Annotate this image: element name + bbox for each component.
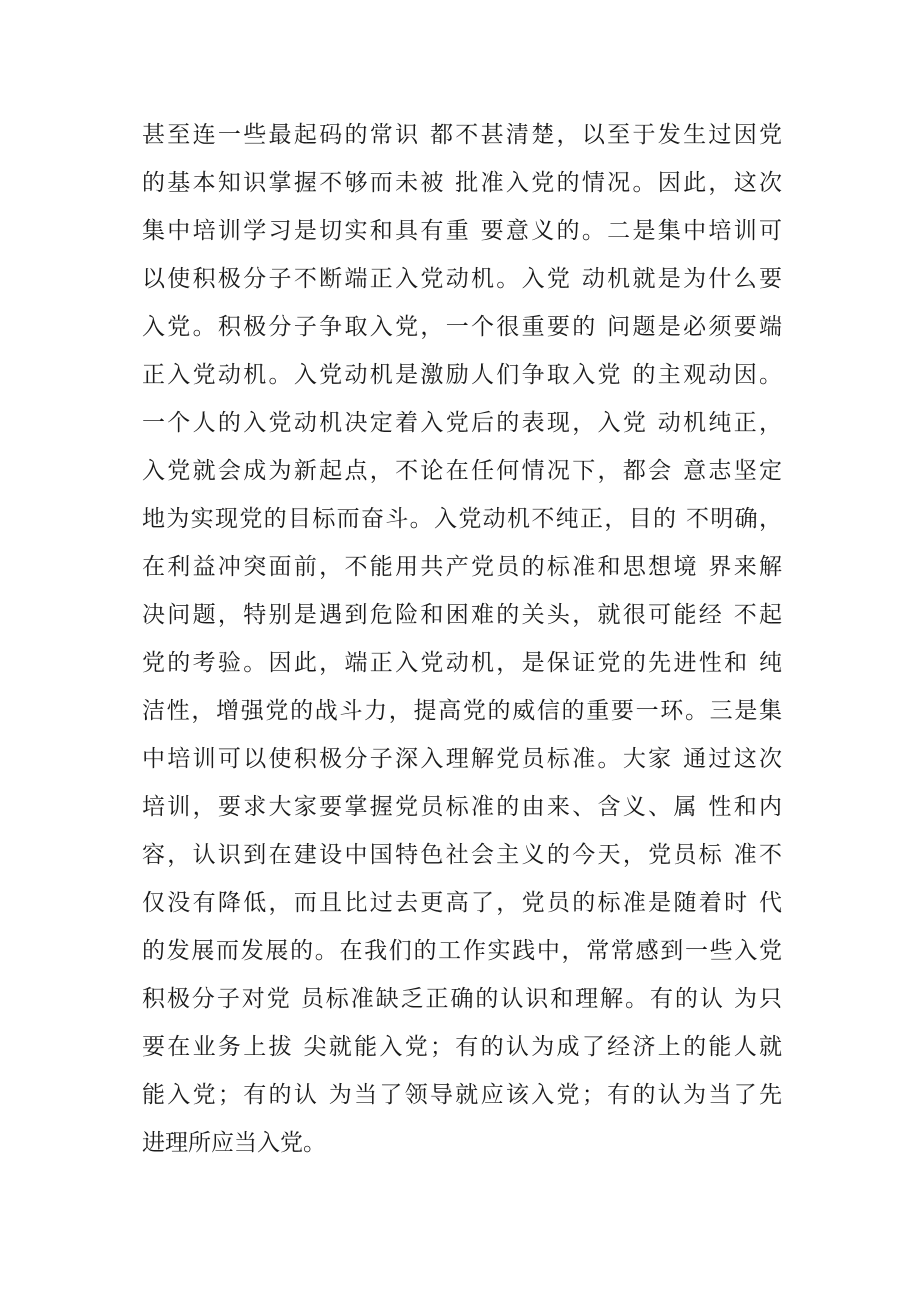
body-paragraph <box>142 111 782 1167</box>
text-line: 中培训可以使积极分子深入理解党员标准。大家 通过这次 <box>142 746 782 772</box>
text-line: 的发展而发展的。在我们的工作实践中，常常感到一些入党 <box>142 938 782 964</box>
text-line: 进理所应当入党。 <box>142 1130 326 1156</box>
text-line: 要在业务上拔 尖就能入党；有的认为成了经济上的能人就 <box>142 1034 782 1060</box>
text-line: 正入党动机。入党动机是激励人们争取入党 的主观动因。 <box>142 362 782 388</box>
text-line: 能入党；有的认 为当了领导就应该入党；有的认为当了先 <box>142 1082 782 1108</box>
text-line: 入党。积极分子争取入党，一个很重要的 问题是必须要端 <box>142 314 782 340</box>
text-line: 在利益冲突面前，不能用共产党员的标准和思想境 界来解 <box>142 554 782 580</box>
text-line: 培训，要求大家要掌握党员标准的由来、含义、属 性和内 <box>142 794 782 820</box>
text-line: 一个人的入党动机决定着入党后的表现，入党 动机纯正， <box>142 410 782 436</box>
text-line: 仅没有降低，而且比过去更高了，党员的标准是随着时 代 <box>142 890 782 916</box>
text-line: 集中培训学习是切实和具有重 要意义的。二是集中培训可 <box>142 218 782 244</box>
text-line: 容，认识到在建设中国特色社会主义的今天，党员标 准不 <box>142 842 782 868</box>
text-line: 入党就会成为新起点，不论在任何情况下，都会 意志坚定 <box>142 458 782 484</box>
text-line: 洁性，增强党的战斗力，提高党的威信的重要一环。三是集 <box>142 698 782 724</box>
text-line: 党的考验。因此，端正入党动机，是保证党的先进性和 纯 <box>142 650 782 676</box>
text-line: 甚至连一些最起码的常识 都不甚清楚，以至于发生过因党 <box>142 122 782 148</box>
text-line: 地为实现党的目标而奋斗。入党动机不纯正，目的 不明确， <box>142 506 782 532</box>
text-line: 决问题，特别是遇到危险和困难的关头，就很可能经 不起 <box>142 602 782 628</box>
text-line: 以使积极分子不断端正入党动机。入党 动机就是为什么要 <box>142 266 782 292</box>
text-line: 积极分子对党 员标准缺乏正确的认识和理解。有的认 为只 <box>142 986 782 1012</box>
text-line: 的基本知识掌握不够而未被 批准入党的情况。因此，这次 <box>142 170 782 196</box>
